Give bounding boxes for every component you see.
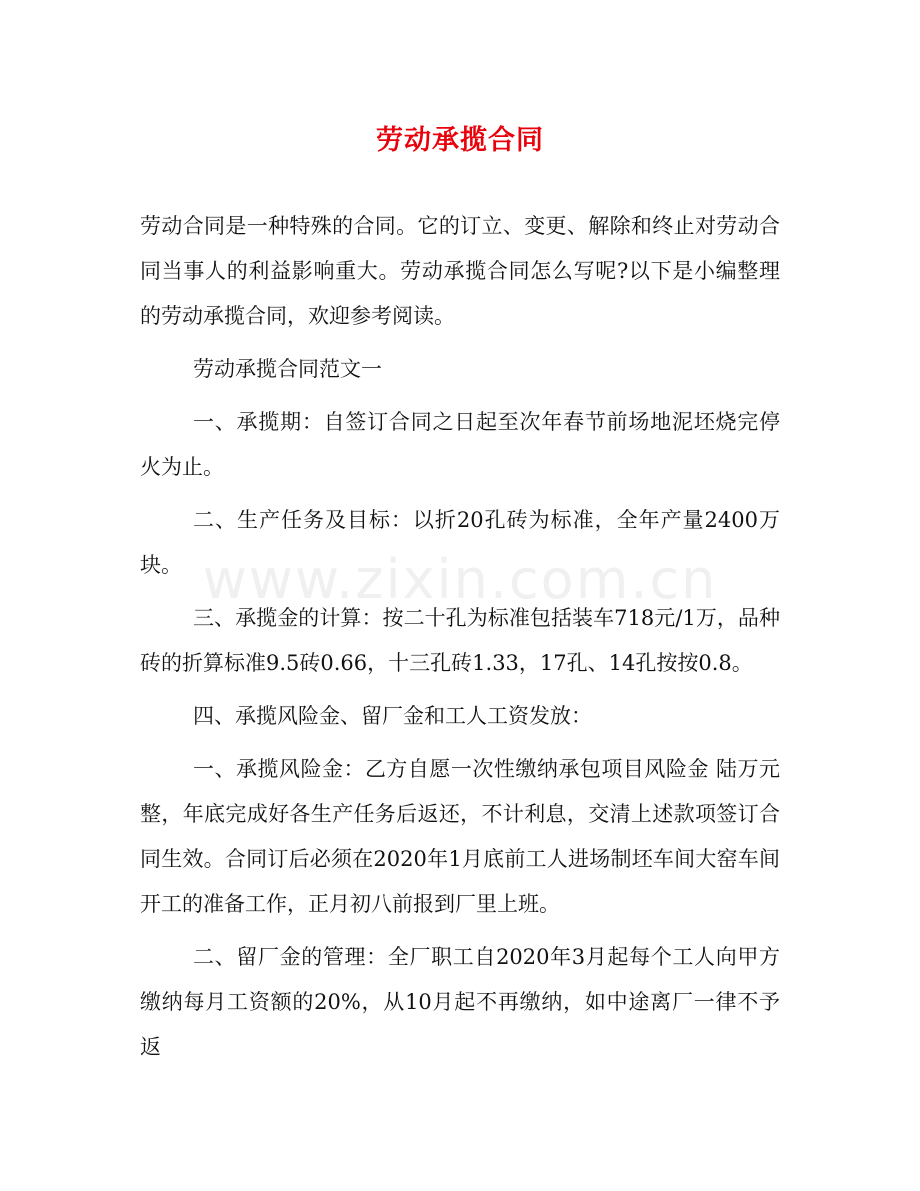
paragraph-retention-fund: 二、留厂金的管理：全厂职工自2020年3月起每个工人向甲方缴纳每月工资额的20%，从10月起不再缴纳，如中途离厂一律不予返: [140, 945, 780, 1059]
watermark: www.zixin.com.cn: [202, 548, 718, 611]
paragraph-term: 一、承揽期：自签订合同之日起至次年春节前场地泥坯烧完停火为止。: [140, 410, 780, 479]
paragraph-sample-heading: 劳动承揽合同范文一: [193, 357, 382, 381]
paragraph-fee-calculation: 三、承揽金的计算：按二十孔为标准包括装车718元/1万，品种砖的折算标准9.5砖0.66，十三孔砖1.33，17孔、14孔按按0.8。: [140, 606, 780, 675]
paragraph-risk-deposit: 一、承揽风险金：乙方自愿一次性缴纳承包项目风险金 陆万元整，年底完成好各生产任务后返还，不计利息，交清上述款项签订合同生效。合同订后必须在2020年1月底前工人进场制坯车间大窑车间开工的准备工作，正月初八前报到厂里上班。: [140, 757, 780, 916]
document-title: 劳动承揽合同: [376, 125, 544, 156]
document-body: [140, 204, 780, 1078]
paragraph-risk-heading: 四、承揽风险金、留厂金和工人工资发放：: [193, 704, 592, 728]
paragraph-intro: 劳动合同是一种特殊的合同。它的订立、变更、解除和终止对劳动合同当事人的利益影响重大。劳动承揽合同怎么写呢?以下是小编整理的劳动承揽合同，欢迎参考阅读。: [140, 214, 780, 328]
paragraph-production-target: 二、生产任务及目标：以折20孔砖为标准，全年产量2400万块。: [140, 508, 780, 577]
